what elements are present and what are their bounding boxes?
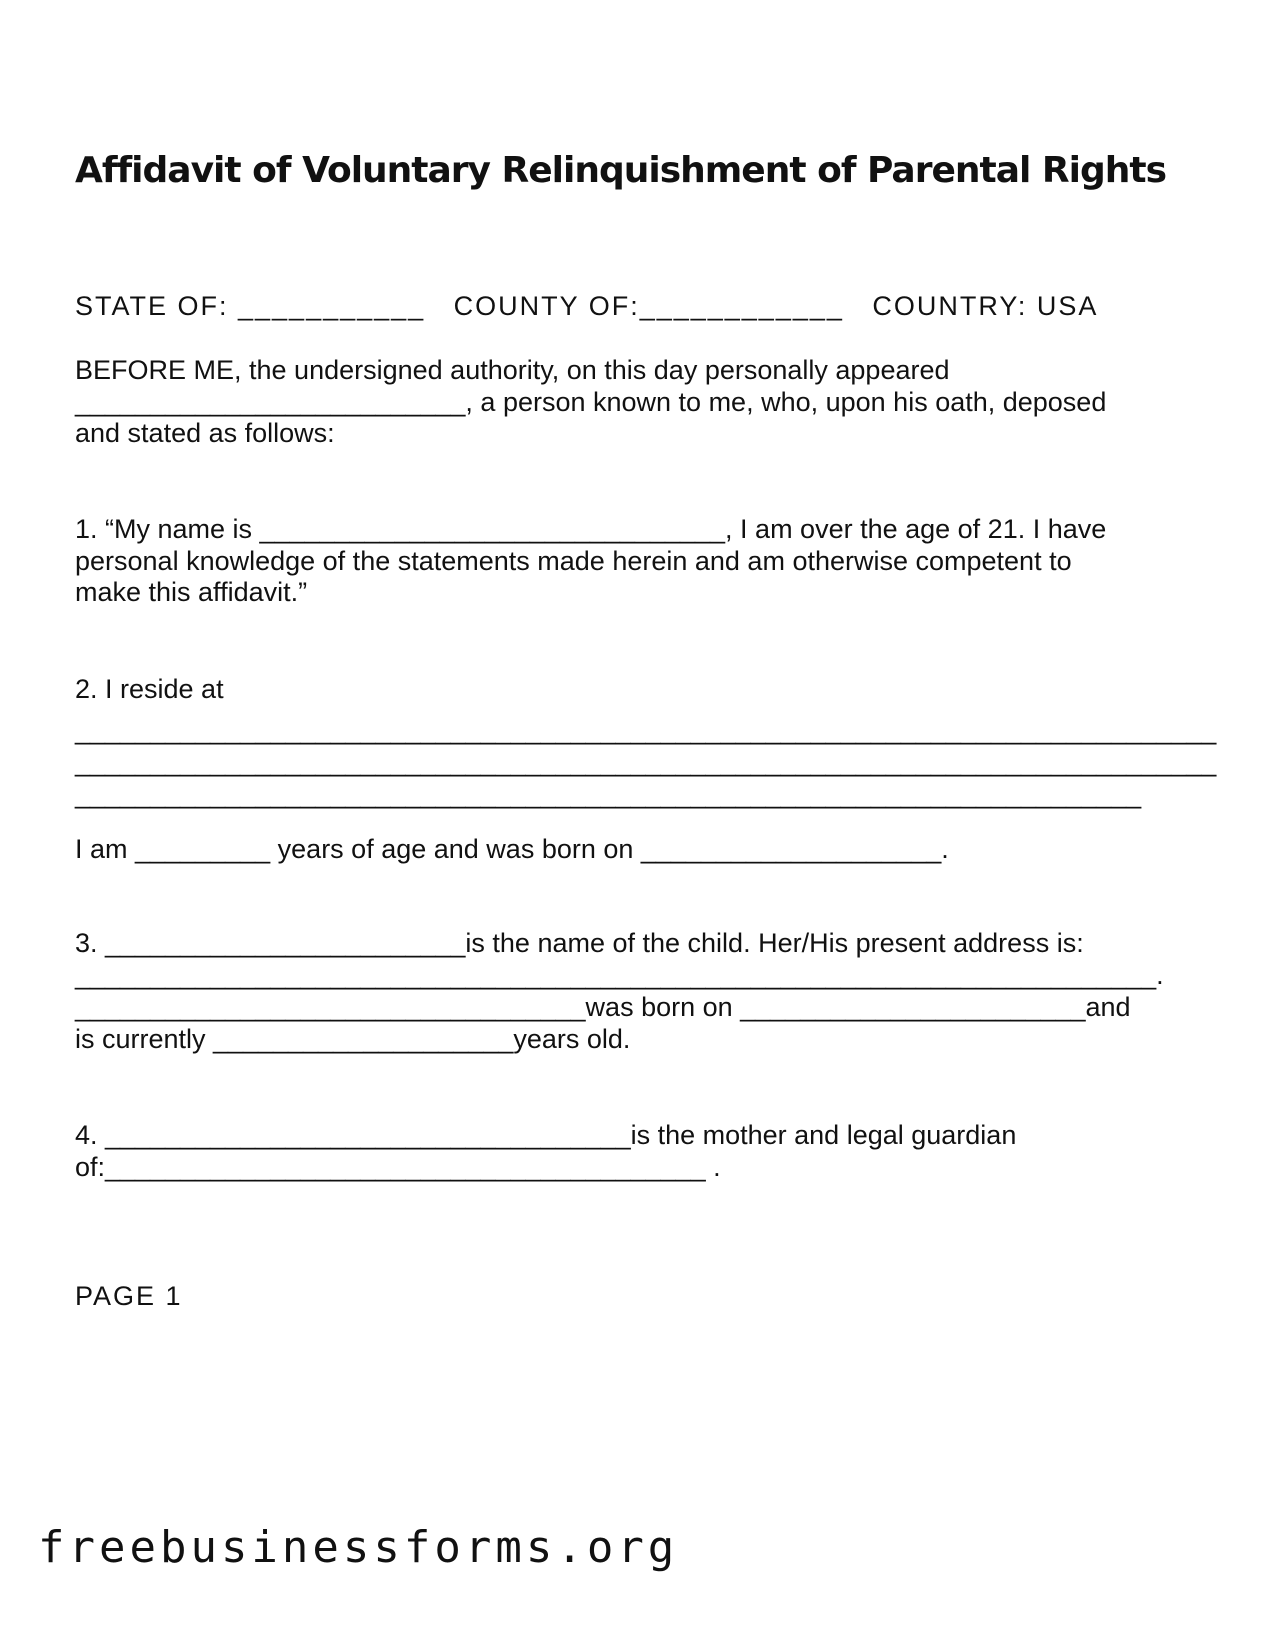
item-4-line-1: 4. ___________________________________is the mother and legal guardian bbox=[75, 1120, 1017, 1150]
item-3-line-3: __________________________________was born on _______________________and bbox=[75, 992, 1131, 1022]
item-2-address-line-2: ____________________________________________________________________________ bbox=[75, 747, 1217, 777]
item-3-line-2: ________________________________________________________________________. bbox=[75, 960, 1164, 990]
item-1-line-3: make this affidavit.” bbox=[75, 577, 308, 607]
document-title: Affidavit of Voluntary Relinquishment of Parental Rights bbox=[75, 150, 1166, 191]
item-2-line-1: 2. I reside at bbox=[75, 674, 224, 704]
item-1-line-2: personal knowledge of the statements made herein and am otherwise competent to bbox=[75, 546, 1072, 576]
intro-line-1: BEFORE ME, the undersigned authority, on this day personally appeared bbox=[75, 355, 950, 385]
jurisdiction-line: STATE OF: ___________ COUNTY OF:____________ COUNTRY: USA bbox=[75, 291, 1099, 321]
item-3-line-4: is currently ____________________years old. bbox=[75, 1024, 631, 1054]
item-2-address-line-3: _______________________________________________________________________ bbox=[75, 779, 1142, 809]
intro-line-3: and stated as follows: bbox=[75, 418, 335, 448]
watermark: freebusinessforms.org bbox=[38, 1522, 679, 1573]
intro-line-2: __________________________, a person known to me, who, upon his oath, deposed bbox=[75, 387, 1107, 417]
item-2-address-line-1: ____________________________________________________________________________ bbox=[75, 715, 1217, 745]
page-label: PAGE 1 bbox=[75, 1281, 183, 1311]
item-2-age-line: I am _________ years of age and was born on ____________________. bbox=[75, 834, 949, 864]
item-1-line-1: 1. “My name is _______________________________, I am over the age of 21. I have bbox=[75, 514, 1107, 544]
item-4-line-2: of:________________________________________ . bbox=[75, 1152, 721, 1182]
item-3-line-1: 3. ________________________is the name of the child. Her/His present address is: bbox=[75, 928, 1084, 958]
